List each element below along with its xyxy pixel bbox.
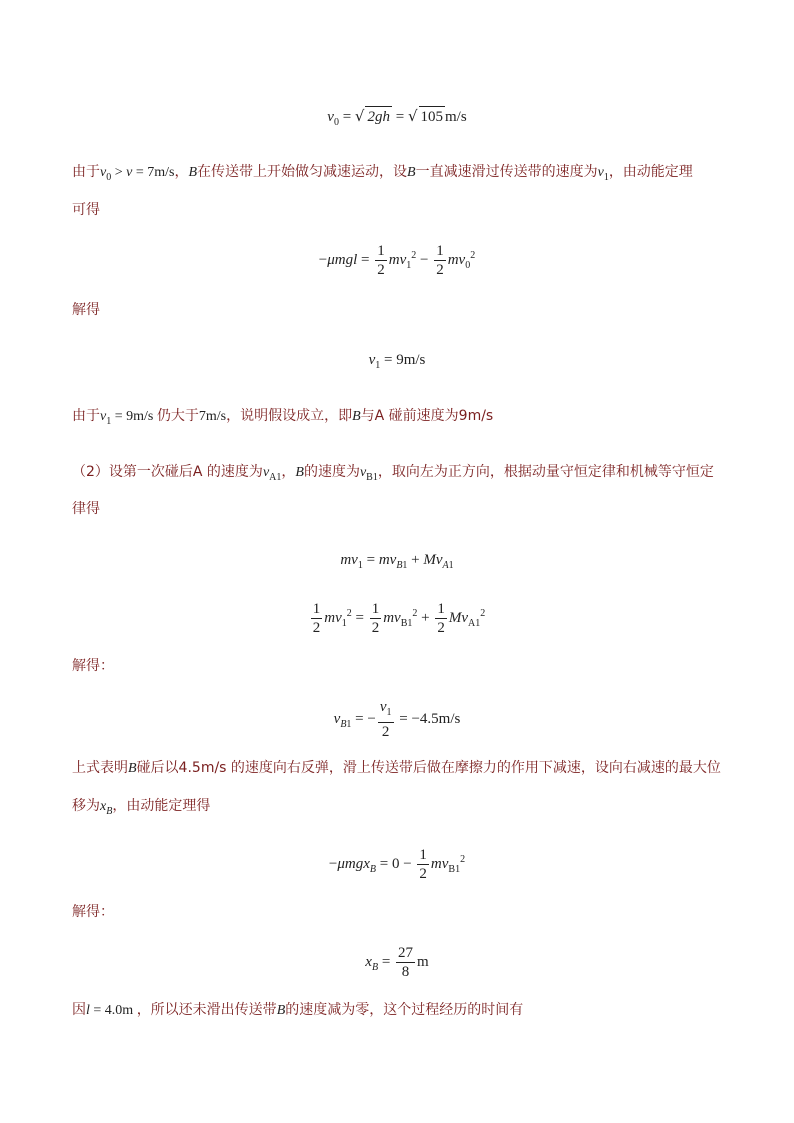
text-line: 解得： [72, 904, 114, 920]
equation-momentum: $mv_1 = mv_{B1} + Mv_{A1}$ [340, 552, 454, 571]
equation-v0: $v_0$ = √ 2gh = √ 105 m/s [327, 107, 467, 128]
text-line: 由于$v_0 > v = 7m/s$，B在传送带上开始做匀减速运动，设B一直减速滑过传送带的速度为$v_1$，由动能定理 [72, 164, 693, 183]
text-line: 律得 [72, 501, 100, 517]
equation-energy-2: $\frac{1}{2}$ $mv_1^2$ = $\frac{1}{2}$ $mv_{B1}^2$ + $\frac{1}{2}$ $Mv_{A1}^2$ [312, 601, 486, 636]
equation-xB: $x_B$ = $\frac{27}{8}$ m [365, 945, 429, 980]
text-line: 因l = 4.0m ，所以还未滑出传送带B的速度减为零，这个过程经历的时间有 [72, 1002, 524, 1018]
text-line: 由于$v_1 = 9m/s$ 仍大于7m/s，说明假设成立，即B与A 碰前速度为9m/s [72, 408, 494, 427]
text-line: 上式表明B碰后以4.5m/s 的速度向右反弹，滑上传送带后做在摩擦力的作用下减速，设向右减速的最大位 [72, 760, 721, 776]
equation-energy-3: −μmgx$_B$ = 0 − $\frac{1}{2}$ $mv_{B1}^2$ [328, 847, 466, 882]
text-line: 解得 [72, 302, 100, 318]
text-line: 移为$x_B$，由动能定理得 [72, 798, 211, 817]
text-line: 可得 [72, 202, 100, 218]
equation-v1: $v_1 = 9m/s$ [368, 352, 426, 371]
equation-vB1: $v_{B1}$ = − $\frac{v_1}{2}$ = −4.5m/s [333, 699, 461, 740]
text-line: （2）设第一次碰后A 的速度为$v_{A1}$，B的速度为$v_{B1}$，取向左为正方向，根据动量守恒定律和机械等守恒定 [72, 464, 714, 483]
text-line: 解得： [72, 658, 114, 674]
equation-energy-1: −μmgl = $\frac{1}{2}$ $mv_1^2$ − $\frac{1}{2}$ $mv_0^2$ [318, 243, 476, 278]
